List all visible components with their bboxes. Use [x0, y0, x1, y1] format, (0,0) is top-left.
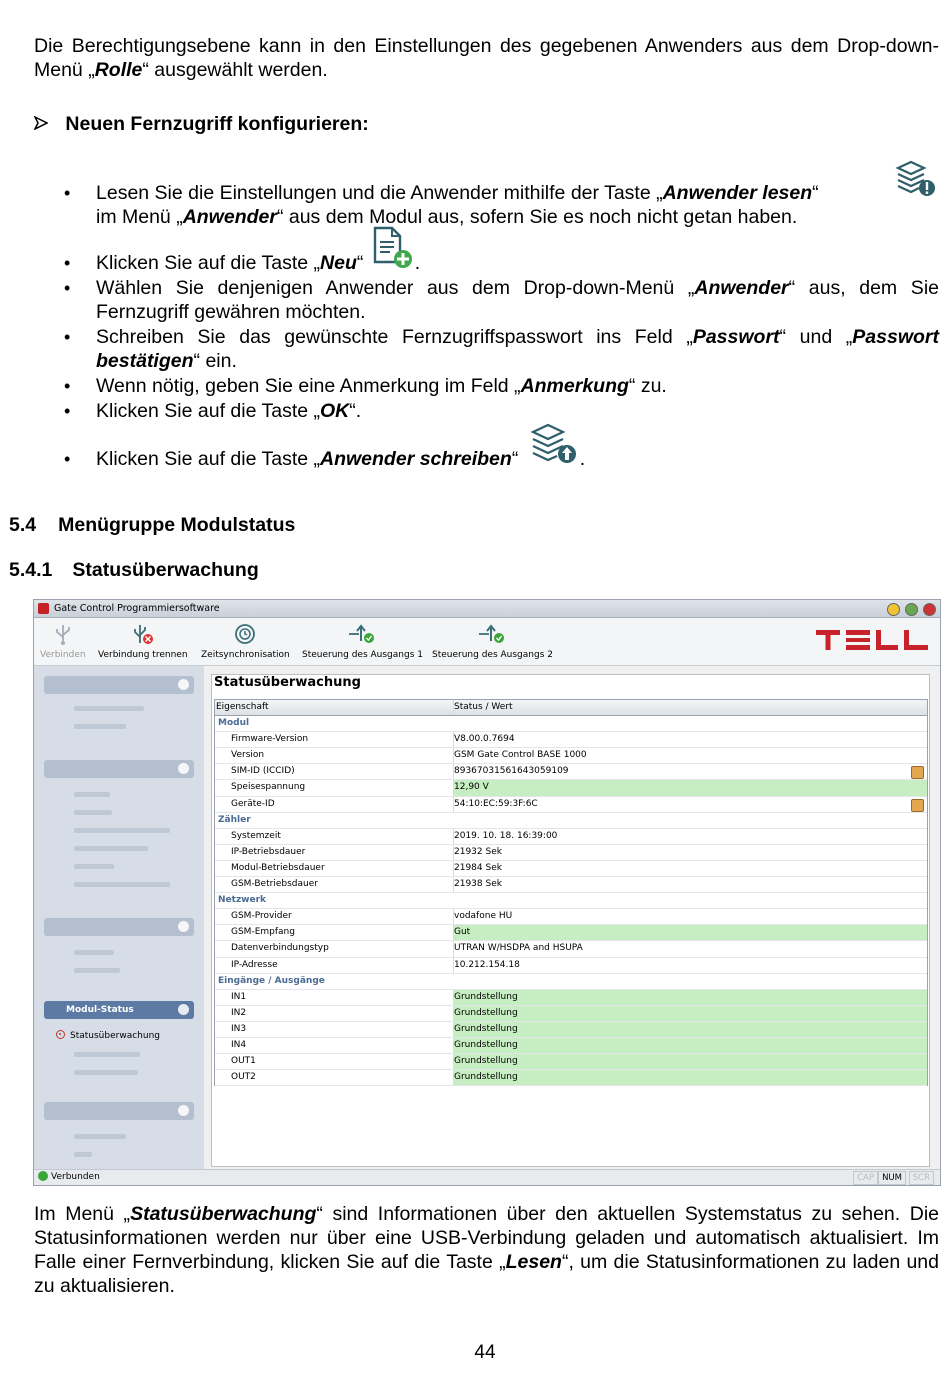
outro-paragraph: Im Menü „Statusüberwachung“ sind Informationen über den aktuellen Systemstatus zu sehen. Die Statusinformationen werden nur über eine USB-Verbindung geladen und automatisch aktualisiert. Im Falle einer Fernverbindung, klicken Sie auf die Taste „Lesen“, um die Statusinformationen zu laden und zu aktualisieren. [34, 1203, 939, 1297]
property-name: OUT1 [231, 1054, 454, 1069]
chevron-down-icon [178, 921, 189, 932]
sidebar-item-statusueberwachung[interactable]: Statusüberwachung [56, 1030, 160, 1041]
window-titlebar [34, 600, 940, 618]
read-users-icon [895, 160, 937, 203]
intro-paragraph: Die Berechtigungsebene kann in den Einstellungen des gegebenen Anwenders aus dem Drop-down-Menü „Rolle“ ausgewählt werden. [34, 35, 939, 81]
grid-row[interactable] [215, 797, 927, 813]
remote-access-heading: Neuen Fernzugriff konfigurieren: [34, 113, 369, 136]
toolbar [34, 618, 940, 666]
property-value: 10.212.154.18 [454, 959, 520, 970]
connect-button[interactable]: Verbinden [40, 622, 86, 660]
scroll-indicator: SCR [909, 1171, 934, 1185]
step-select-user: Wählen Sie denjenigen Anwender aus dem Drop-down-Menü „Anwender“ aus, dem Sie Fernzugriff gewähren möchten. [96, 277, 939, 323]
step-password: Schreiben Sie das gewünschte Fernzugriffspasswort ins Feld „Passwort“ und „Passwort bestätigen“ ein. [96, 326, 939, 372]
property-value: GSM Gate Control BASE 1000 [454, 750, 587, 761]
grid-row[interactable] [215, 764, 927, 780]
grid-row[interactable] [215, 941, 927, 957]
sidebar-group-3[interactable] [44, 918, 194, 936]
app-logo-icon [38, 603, 49, 614]
status-grid [214, 699, 928, 1086]
property-value: Grundstellung [453, 1054, 927, 1069]
close-button[interactable] [923, 603, 936, 616]
tell-logo [816, 628, 930, 655]
edit-icon[interactable] [911, 799, 924, 812]
property-value: Grundstellung [453, 1070, 927, 1085]
page-number: 44 [474, 1342, 496, 1363]
property-value: Grundstellung [453, 1038, 927, 1053]
property-name: GSM-Betriebsdauer [231, 877, 454, 892]
grid-row[interactable] [215, 845, 927, 861]
grid-row[interactable] [215, 861, 927, 877]
grid-row[interactable] [215, 877, 927, 893]
property-name: IN2 [231, 1006, 454, 1021]
sidebar-group-1[interactable] [44, 676, 194, 694]
new-document-icon [369, 251, 415, 271]
property-value: 12,90 V [453, 780, 927, 795]
output2-control-button[interactable]: Steuerung des Ausgangs 2 [432, 622, 553, 660]
property-name: IN4 [231, 1038, 454, 1053]
selected-radio-icon [56, 1030, 65, 1039]
property-name: IN3 [231, 1022, 454, 1037]
section-label: Netzwerk [218, 895, 267, 906]
property-value: Grundstellung [453, 1022, 927, 1037]
grid-row[interactable] [215, 1006, 927, 1022]
chevron-down-icon [178, 763, 189, 774]
step-note: Wenn nötig, geben Sie eine Anmerkung im Feld „Anmerkung“ zu. [96, 375, 667, 397]
grid-section-row [215, 974, 927, 990]
output-control-icon [302, 622, 423, 646]
caps-indicator: CAP [853, 1171, 878, 1185]
write-users-icon [524, 447, 580, 467]
property-name: GSM-Empfang [231, 925, 454, 940]
grid-row[interactable] [215, 1038, 927, 1054]
time-sync-button[interactable]: Zeitsynchronisation [201, 622, 290, 660]
grid-row[interactable] [215, 1022, 927, 1038]
arrow-bullet-icon [34, 113, 52, 136]
grid-section-row [215, 893, 927, 909]
grid-row[interactable] [215, 1054, 927, 1070]
col-header-value[interactable]: Status / Wert [454, 702, 513, 712]
sidebar-group-5[interactable] [44, 1102, 194, 1120]
property-value: 89367031561643059109 [454, 766, 569, 777]
property-name: Version [231, 748, 454, 763]
app-window [33, 599, 941, 1186]
maximize-button[interactable] [905, 603, 918, 616]
property-value: 54:10:EC:59:3F:6C [454, 798, 538, 809]
grid-row[interactable] [215, 829, 927, 845]
step-write-users: Klicken Sie auf die Taste „Anwender schreiben“ . [96, 447, 939, 471]
status-bar [34, 1169, 940, 1185]
property-value: Grundstellung [453, 990, 927, 1005]
property-value: 21932 Sek [454, 846, 502, 857]
grid-section-row [215, 716, 927, 732]
property-name: IP-Adresse [231, 958, 454, 973]
chevron-down-icon [178, 679, 189, 690]
sidebar-group-2[interactable] [44, 760, 194, 778]
section-label: Eingänge / Ausgänge [218, 975, 325, 986]
step-ok: Klicken Sie auf die Taste „OK“. [96, 400, 362, 422]
property-value: 21938 Sek [454, 879, 502, 890]
property-value: Grundstellung [453, 1006, 927, 1021]
section-label: Zähler [218, 814, 251, 825]
property-value: UTRAN W/HSDPA and HSUPA [454, 943, 583, 954]
property-value: Gut [453, 925, 927, 940]
output-control-icon [432, 622, 553, 646]
connection-status: Verbunden [51, 1172, 100, 1182]
connected-status-icon [38, 1171, 48, 1181]
chevron-down-icon [178, 1105, 189, 1116]
grid-row[interactable] [215, 780, 927, 796]
property-name: Speisespannung [231, 780, 454, 795]
minimize-button[interactable] [887, 603, 900, 616]
col-header-property[interactable]: Eigenschaft [216, 700, 454, 715]
property-value: vodafone HU [454, 911, 513, 922]
property-name: IP-Betriebsdauer [231, 845, 454, 860]
step-new: Klicken Sie auf die Taste „Neu“ . [96, 251, 939, 275]
property-name: SIM-ID (ICCID) [231, 764, 454, 779]
sidebar [34, 666, 204, 1171]
grid-section-row [215, 813, 927, 829]
property-name: Datenverbindungstyp [231, 941, 454, 956]
property-value: V8.00.0.7694 [454, 734, 515, 745]
section-heading: 5.4 Menügruppe Modulstatus [9, 514, 296, 536]
clock-sync-icon [201, 622, 290, 646]
property-name: IN1 [231, 990, 454, 1005]
disconnect-button[interactable]: Verbindung trennen [98, 622, 188, 660]
property-value: 21984 Sek [454, 862, 502, 873]
sidebar-group-modul-status[interactable]: Modul-Status [44, 1001, 194, 1019]
grid-row[interactable] [215, 1070, 927, 1086]
grid-row[interactable] [215, 958, 927, 974]
grid-row[interactable] [215, 748, 927, 764]
grid-header [215, 700, 927, 716]
grid-row[interactable] [215, 990, 927, 1006]
chevron-down-icon [178, 1004, 189, 1015]
property-name: Modul-Betriebsdauer [231, 861, 454, 876]
grid-row[interactable] [215, 909, 927, 925]
output1-control-button[interactable]: Steuerung des Ausgangs 1 [302, 622, 423, 660]
panel-title: Statusüberwachung [214, 675, 361, 690]
num-indicator: NUM [878, 1171, 906, 1185]
subsection-heading: 5.4.1 Statusüberwachung [9, 559, 259, 581]
property-name: GSM-Provider [231, 909, 454, 924]
usb-plug-icon [40, 622, 86, 646]
usb-disconnect-icon [98, 622, 188, 646]
property-name: Firmware-Version [231, 732, 454, 747]
property-name: Systemzeit [231, 829, 454, 844]
status-panel [211, 674, 930, 1167]
window-title: Gate Control Programmiersoftware [54, 603, 220, 614]
edit-icon[interactable] [911, 766, 924, 779]
step-read-users: Lesen Sie die Einstellungen und die Anwender mithilfe der Taste „Anwender lesen“ im Menü „Anwender“ aus dem Modul aus, sofern Sie es noch nicht getan haben. [96, 182, 819, 228]
property-name: OUT2 [231, 1070, 454, 1085]
section-label: Modul [218, 718, 250, 729]
property-value: 2019. 10. 18. 16:39:00 [454, 830, 558, 841]
grid-row[interactable] [215, 732, 927, 748]
property-name: Geräte-ID [231, 797, 454, 812]
grid-row[interactable] [215, 925, 927, 941]
